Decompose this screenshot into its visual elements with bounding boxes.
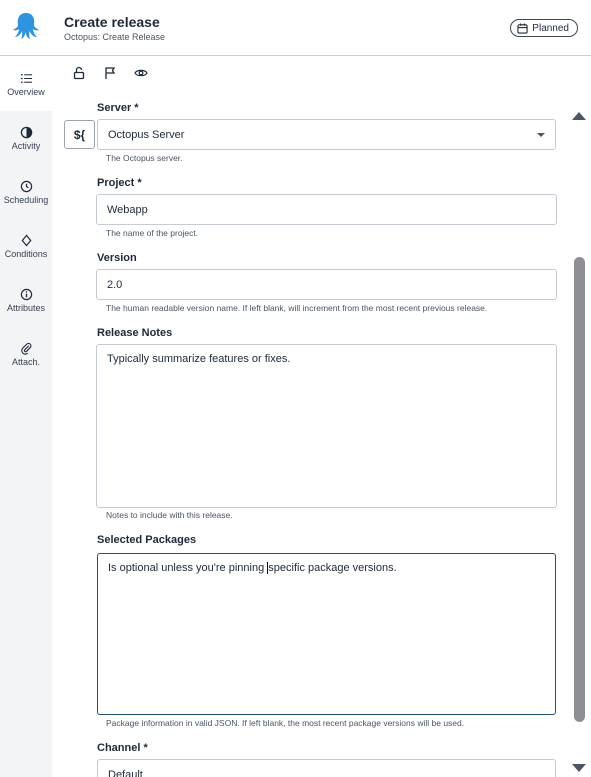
variable-insert-button[interactable]: ${	[64, 120, 95, 149]
server-label: Server *	[97, 102, 139, 114]
sidebar-item-label: Overview	[7, 86, 45, 97]
channel-value: Default	[108, 769, 143, 777]
sidebar-item-label: Conditions	[4, 248, 48, 259]
list-icon	[20, 72, 33, 85]
unlock-icon[interactable]	[72, 66, 86, 80]
version-label: Version	[97, 252, 137, 264]
sidebar	[0, 57, 52, 777]
page-subtitle: Octopus: Create Release	[64, 32, 166, 42]
page-title: Create release	[64, 14, 160, 30]
scrollbar-thumb[interactable]	[574, 257, 585, 722]
sidebar-item-scheduling[interactable]	[0, 165, 52, 219]
project-help: The name of the project.	[106, 228, 199, 238]
version-help: The human readable version name. If left blank, will increment from the most recent previous release.	[106, 303, 488, 313]
status-badge[interactable]	[510, 19, 578, 37]
sidebar-item-attach[interactable]	[0, 327, 52, 381]
sidebar-item-label: Scheduling	[3, 194, 49, 205]
project-input[interactable]	[96, 194, 557, 225]
selected-packages-textarea[interactable]	[97, 553, 556, 715]
scroll-up-arrow-icon[interactable]	[572, 112, 586, 120]
release-notes-label: Release Notes	[97, 327, 173, 339]
server-help: The Octopus server.	[106, 153, 183, 163]
status-badge-label: Planned	[532, 22, 569, 34]
clock-icon	[20, 180, 33, 193]
project-label: Project *	[97, 177, 142, 189]
sidebar-item-activity[interactable]	[0, 111, 52, 165]
selected-packages-value: Is optional unless you're pinning specific package versions.	[108, 562, 397, 574]
channel-label: Channel *	[97, 742, 148, 754]
release-notes-help: Notes to include with this release.	[106, 510, 233, 520]
sidebar-item-label: Activity	[11, 140, 41, 151]
sidebar-item-overview[interactable]	[0, 57, 52, 111]
version-value: 2.0	[107, 278, 123, 291]
selected-packages-label: Selected Packages	[97, 534, 197, 546]
header	[0, 0, 591, 56]
scroll-down-arrow-icon[interactable]	[572, 764, 586, 772]
info-icon	[20, 288, 33, 301]
chevron-down-icon	[537, 133, 545, 137]
flag-icon[interactable]	[103, 66, 117, 80]
sidebar-item-label: Attributes	[6, 302, 46, 313]
half-circle-icon	[20, 126, 33, 139]
selected-packages-help: Package information in valid JSON. If left blank, the most recent package versions will be used.	[106, 718, 465, 728]
toolbar	[72, 66, 148, 80]
paperclip-icon	[20, 342, 33, 355]
calendar-icon	[517, 23, 528, 34]
eye-icon[interactable]	[134, 66, 148, 80]
version-input[interactable]	[96, 269, 557, 300]
sidebar-item-conditions[interactable]	[0, 219, 52, 273]
release-notes-textarea[interactable]	[96, 344, 557, 508]
channel-select[interactable]	[97, 759, 556, 777]
project-value: Webapp	[107, 203, 148, 216]
diamond-icon	[20, 234, 33, 247]
release-notes-value: Typically summarize features or fixes.	[107, 353, 291, 365]
sidebar-item-label: Attach.	[11, 356, 40, 367]
sidebar-item-attributes[interactable]	[0, 273, 52, 327]
octopus-logo-icon	[10, 10, 42, 42]
server-select[interactable]	[97, 119, 556, 150]
server-value: Octopus Server	[108, 128, 185, 141]
